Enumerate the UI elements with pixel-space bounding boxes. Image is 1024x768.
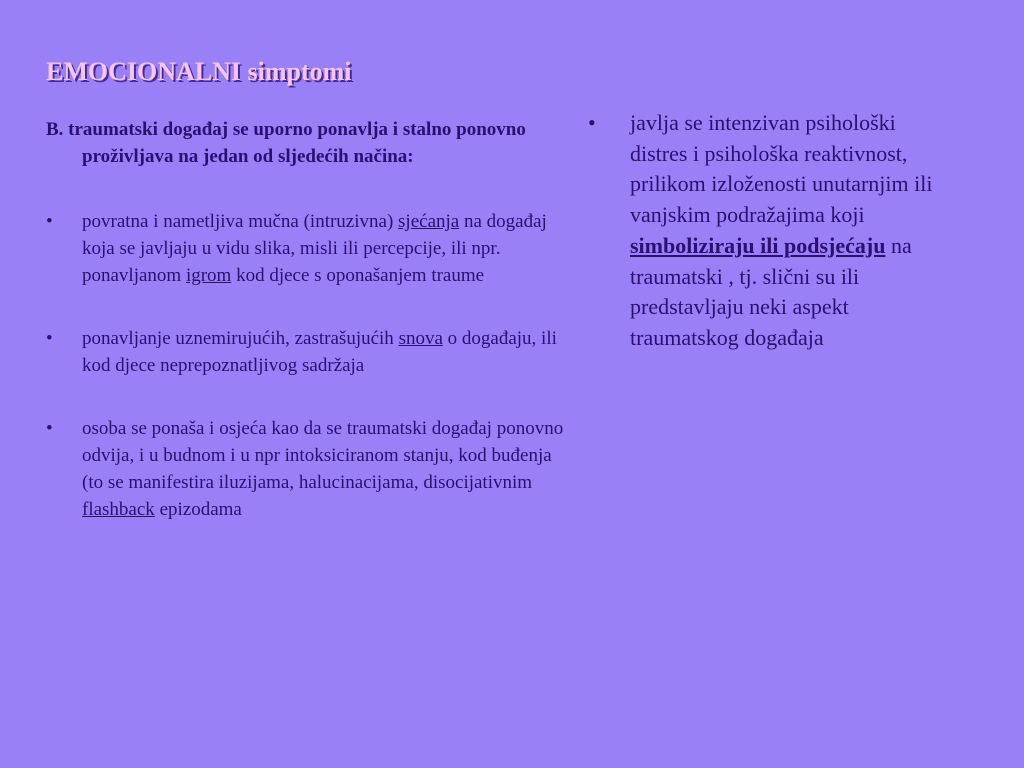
bullet-icon: • (46, 418, 53, 439)
left-column (46, 116, 566, 559)
item-text: ponavljanje uznemirujućih, zastrašujućih (82, 328, 399, 349)
bullet-icon: • (46, 328, 53, 349)
list-item-intrusive-memories (46, 208, 566, 289)
link-flashback[interactable]: flashback (82, 499, 155, 520)
item-text: javlja se intenzivan psihološki distres i psihološka reaktivnost, prilikom izloženosti unutarnjim ili vanjskim podražajima koji (630, 110, 933, 228)
item-text: kod djece s oponašanjem traume (231, 265, 485, 286)
list-item-dreams (46, 325, 566, 379)
criterion-heading: B. traumatski događaj se uporno ponavlja i stalno ponovno proživljava na jedan od sljedećih načina: (46, 119, 526, 167)
item-text: osoba se ponaša i osjeća kao da se traumatski događaj ponovno odvija, i u budnom i u npr intoksiciranom stanju, kod buđenja (to se manifestira iluzijama, halucinacijama, disocijativnim (82, 418, 564, 493)
list-item-reliving (46, 415, 566, 523)
right-column (588, 108, 948, 354)
list-item-distress (588, 108, 948, 354)
item-text: epizodama (154, 499, 242, 520)
link-sjecanja[interactable]: sjećanja (398, 211, 460, 232)
item-text: na događaj koja se javljaju u vidu slika, misli ili percepcije, ili npr. ponavljanom (82, 211, 547, 286)
item-text: o događaju, ili kod djece neprepoznatljivog sadržaja (82, 328, 557, 376)
item-text: povratna i nametljiva mučna (intruzivna) (82, 211, 399, 232)
item-text: na traumatski , tj. slični su ili predstavljaju neki aspekt traumatskog događaja (630, 232, 912, 350)
bullet-icon: • (588, 110, 596, 135)
bullet-icon: • (46, 211, 53, 232)
link-simboliziraju-podsjecaju[interactable]: simboliziraju ili podsjećaju (630, 232, 886, 258)
link-snova[interactable]: snova (398, 328, 443, 349)
link-igrom[interactable]: igrom (185, 265, 232, 286)
slide-title: EMOCIONALNI simptomi (46, 57, 352, 86)
